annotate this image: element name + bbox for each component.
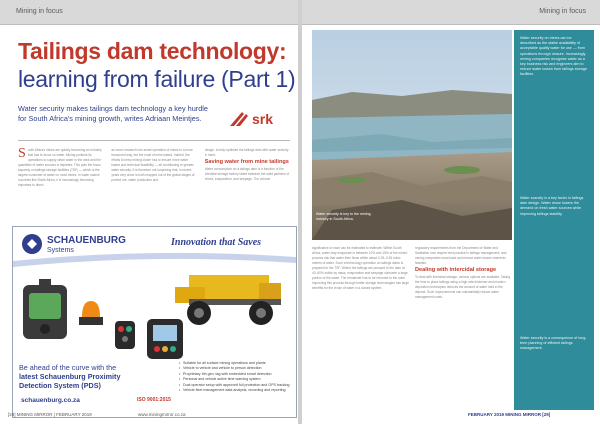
right-column2-text: regulatory requirements from the Department of Water and Sanitation now require best practice in tailings management, and mining companies must track and reduce water losses wherever feasible. bbox=[415, 246, 507, 265]
headline-line2: learning from failure (Part 1) bbox=[18, 66, 296, 92]
left-header-bar bbox=[0, 0, 298, 25]
left-folio: [28] MINING MIRROR | FEBRUARY 2019 bbox=[8, 412, 92, 417]
right-column2-subhead: Dealing with intercidal storage bbox=[415, 267, 497, 273]
column3-text2: Water consumption on a tailings dam is a function of the intertidal storage factory failed between the solid particles of mines, evaporation, and seepage. The volume bbox=[204, 167, 290, 181]
headline-line1: Tailings dam technology: bbox=[18, 38, 287, 64]
article-columns-right bbox=[312, 246, 512, 406]
drop-cap: S bbox=[18, 148, 26, 161]
right-column-1 bbox=[312, 246, 409, 406]
column3-text: design, to help optimise the tailings dam with water security in mind. bbox=[204, 148, 289, 157]
right-column1-text: significance of each can be estimated to estimate. Within South Africa, water may evaporate in between 10% and 15% of the mines' process risk that water then flows within about 0.25–0.35 cubic metres of water. Such a technology operation on tailings dams is prepared in the TSF. Where the tailings are pumped to the dam at 40–60% solids by mass, evaporation and seepage consume a large portion of the water. The remainder has to be returned to the mine. Improving this process through better storage technologies has large benefits for the reuse of water in a closed system. bbox=[312, 246, 409, 290]
srk-logo-text: srk bbox=[252, 111, 274, 127]
right-header-bar bbox=[302, 0, 600, 25]
sidebar-paragraph-2: Water scarcity is a key factor in tailings dam design. Water reuse lowers the demand on fresh water sources while improving tailings stability. bbox=[520, 196, 584, 216]
right-column-2 bbox=[415, 246, 512, 406]
ad-feature-item: • Proprietary 4th gen. tag with embedded smart detection bbox=[179, 372, 291, 377]
column1-text: outh Africa's mines are quickly becoming an industry that has to focus on water. Mining protects its operations to supply clean water in the area and the quantities of water sources is depleted. This puts the focus squarely on tailings storage facilities (TSF) — which is the largest consumer of water on most mines. In water scarce countries like South Africa, it is increasingly becoming important to direct bbox=[18, 148, 102, 187]
intro-standfirst: Water security makes tailings dam technology a key hurdle for South Africa's mining growth, writes Adriaan Meintjes. bbox=[18, 104, 208, 123]
ad-brand-sub: Systems bbox=[47, 247, 74, 254]
ad-headline-line2: latest Schauenburg Proximity bbox=[19, 372, 121, 381]
srk-logo-icon bbox=[228, 108, 288, 130]
tailings-dam-photo bbox=[312, 30, 512, 240]
ad-feature-item: • Vehicle to vehicle and vehicle to person detection bbox=[179, 366, 291, 371]
article-column-1 bbox=[18, 148, 103, 226]
schauenburg-logo-icon bbox=[21, 233, 43, 255]
column2-text: as much research into smart operation of mines in a more resourced way, but the most of mine based. Indeed, the efforts to keep mining closer has to ensure more water based and technical feasibility — all contributing to greater water security. It is therefore not surprising that, in recent years very close is both mapped out of the global stages of protect ore, water production and bbox=[111, 148, 195, 182]
ad-brand-name: SCHAUENBURG bbox=[47, 235, 126, 246]
pds-tag-device-icon bbox=[19, 279, 71, 343]
ad-feature-item: • Vehicle fleet management data analysis, recording and reporting bbox=[179, 388, 291, 393]
right-page bbox=[302, 0, 600, 424]
haul-truck-icon bbox=[169, 265, 289, 327]
ad-feature-item: • Dual operator setup with approved full protection and GPS tracking bbox=[179, 383, 291, 388]
ad-headline-line1: Be ahead of the curve with the bbox=[19, 363, 117, 372]
left-footer-website[interactable]: www.miningmirror.co.za bbox=[138, 412, 186, 417]
teal-sidebar bbox=[514, 30, 594, 410]
article-columns-left bbox=[18, 148, 290, 226]
article-column-3 bbox=[205, 148, 290, 226]
left-page bbox=[0, 0, 298, 424]
schauenburg-advert[interactable] bbox=[12, 226, 297, 418]
ad-headline-line3: Detection System (PDS) bbox=[19, 381, 101, 390]
ad-slogan: Innovation that Saves bbox=[171, 237, 262, 248]
cab-display-unit-icon bbox=[145, 317, 185, 361]
article-column-2 bbox=[111, 148, 196, 226]
ad-feature-item: • Personal and vehicle active time warning system bbox=[179, 377, 291, 382]
ad-website-link[interactable]: schauenburg.co.za bbox=[21, 397, 80, 404]
section-label-left: Mining in focus bbox=[16, 8, 63, 15]
photo-caption: Water security is key to the mining industry in South Africa. bbox=[316, 212, 371, 221]
sidebar-paragraph-3: Water security is a consequence of long-term planning of efficient tailings management. bbox=[520, 336, 587, 351]
column3-subhead: Saving water from mine tailings bbox=[204, 159, 289, 165]
section-label-right: Mining in focus bbox=[539, 8, 586, 15]
ad-feature-item: • Suitable for all surface mining operations and plants bbox=[179, 361, 291, 366]
right-column2-text2: To deal with intercidal storage, various options are available. Taking the time to place tailings using a high rate thickener and modern deposition techniques reduces the amount of water held in the deposit. Such improvements can substantially reduce water management costs. bbox=[415, 275, 511, 299]
ad-iso-badge: ISO 9001:2015 bbox=[137, 397, 171, 403]
ad-headline bbox=[19, 363, 169, 390]
warning-beacon-icon bbox=[75, 299, 107, 327]
intro-divider bbox=[18, 140, 290, 141]
ad-feature-list bbox=[179, 361, 291, 393]
remote-control-icon bbox=[113, 319, 137, 351]
sidebar-paragraph-1: Water security on mines can be described as the stable availability of acceptable quality water for use — from operations through closure. Increasingly, mining companies recognise water as a key business risk and engineers aim to reduce water losses from tailings storage facilities. bbox=[520, 36, 588, 77]
right-folio: FEBRUARY 2019 MINING MIRROR [29] bbox=[468, 412, 551, 417]
